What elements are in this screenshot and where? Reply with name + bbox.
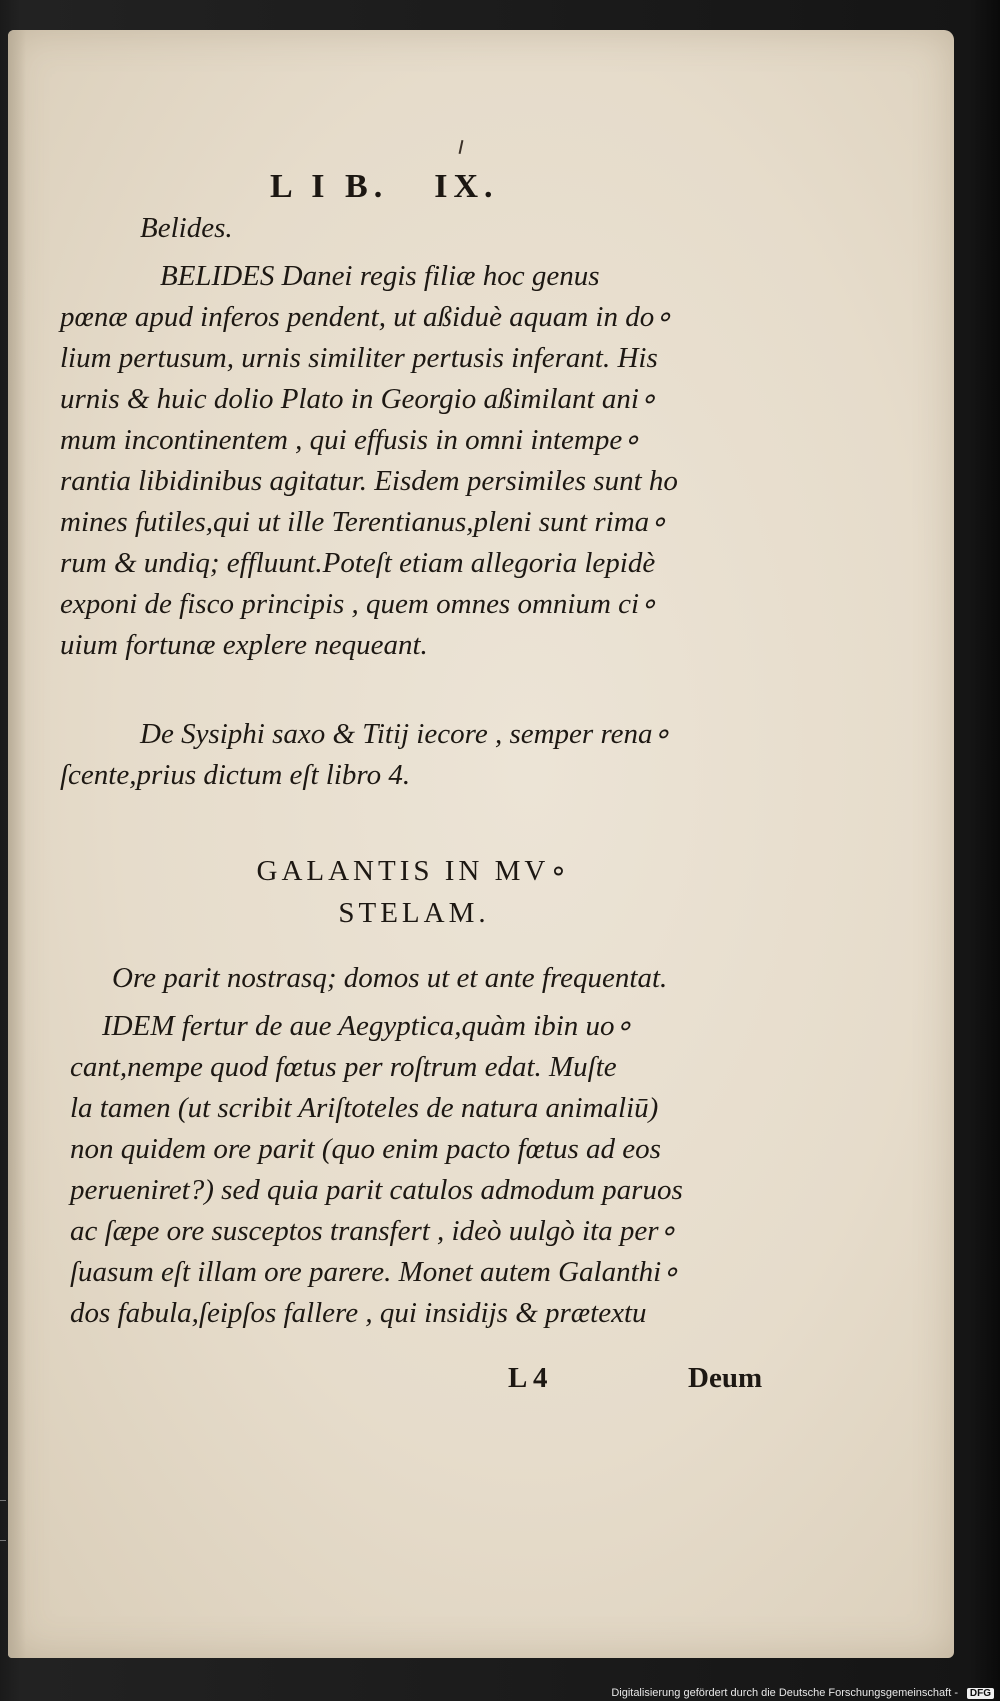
text-line: non quidem ore parit (quo enim pacto fœtus ad eos bbox=[70, 1133, 661, 1165]
text-line: rantia libidinibus agitatur. Eisdem persimiles sunt ho bbox=[60, 465, 678, 497]
text-line: BELIDES Danei regis filiæ hoc genus bbox=[160, 260, 600, 292]
signature-mark: L 4 bbox=[508, 1362, 548, 1394]
text-line: De Sysiphi saxo & Titij iecore , semper rena∘ bbox=[140, 718, 671, 750]
text-line: dos fabula,ſeipſos fallere , qui insidijs & prætextu bbox=[70, 1297, 647, 1329]
paragraph-galantis bbox=[70, 1006, 800, 1334]
section-title-belides: Belides. bbox=[140, 212, 233, 244]
paragraph-belides bbox=[60, 256, 790, 666]
text-line: rum & undiq; effluunt.Poteſt etiam allegoria lepidè bbox=[60, 547, 656, 579]
digitization-credit: Digitalisierung gefördert durch die Deutsche Forschungsgemeinschaft - bbox=[611, 1687, 958, 1699]
verse-quotation: Ore parit nostrasq; domos ut et ante frequentat. bbox=[112, 962, 668, 994]
scan-edge-mark bbox=[0, 1540, 6, 1541]
paragraph-sysiphus-note bbox=[60, 714, 790, 796]
text-line: urnis & huic dolio Plato in Georgio aßimilant ani∘ bbox=[60, 383, 658, 415]
catchword: Deum bbox=[688, 1362, 763, 1394]
text-line: perueniret?) sed quia parit catulos admodum paruos bbox=[70, 1174, 683, 1206]
text-line: mines futiles,qui ut ille Terentianus,pleni sunt rima∘ bbox=[60, 506, 668, 538]
running-head-number: IX. bbox=[434, 168, 499, 205]
text-line: pœnæ apud inferos pendent, ut aßiduè aquam in do∘ bbox=[60, 301, 673, 333]
text-line: la tamen (ut scribit Ariſtoteles de natura animaliū) bbox=[70, 1092, 659, 1124]
book-page bbox=[8, 30, 954, 1658]
text-line: ac ſæpe ore susceptos transfert , ideò uulgò ita per∘ bbox=[70, 1215, 677, 1247]
text-line: ſuasum eſt illam ore parere. Monet autem Galanthi∘ bbox=[70, 1256, 680, 1288]
scan-edge-mark bbox=[0, 1500, 6, 1501]
text-line: ſcente,prius dictum eſt libro 4. bbox=[60, 759, 411, 791]
ink-mark bbox=[459, 140, 464, 154]
page-gutter-shadow bbox=[8, 30, 26, 1658]
text-line: lium pertusum, urnis similiter pertusis inferant. His bbox=[60, 342, 658, 374]
text-line: exponi de fisco principis , quem omnes omnium ci∘ bbox=[60, 588, 658, 620]
catchline bbox=[508, 1362, 762, 1395]
section-title-galantis-line1: GALANTIS IN MV∘ bbox=[256, 855, 572, 887]
text-line: cant,nempe quod fœtus per roſtrum edat. Muſte bbox=[70, 1051, 617, 1083]
dfg-logo: DFG bbox=[967, 1688, 994, 1699]
text-line: uium fortunæ explere nequeant. bbox=[60, 629, 428, 661]
running-head-book: L I B. bbox=[270, 168, 389, 205]
running-head bbox=[270, 168, 499, 206]
text-line: mum incontinentem , qui effusis in omni intempe∘ bbox=[60, 424, 641, 456]
text-line: IDEM fertur de aue Aegyptica,quàm ibin uo∘ bbox=[102, 1010, 633, 1042]
section-title-galantis-line2: STELAM. bbox=[338, 897, 490, 929]
